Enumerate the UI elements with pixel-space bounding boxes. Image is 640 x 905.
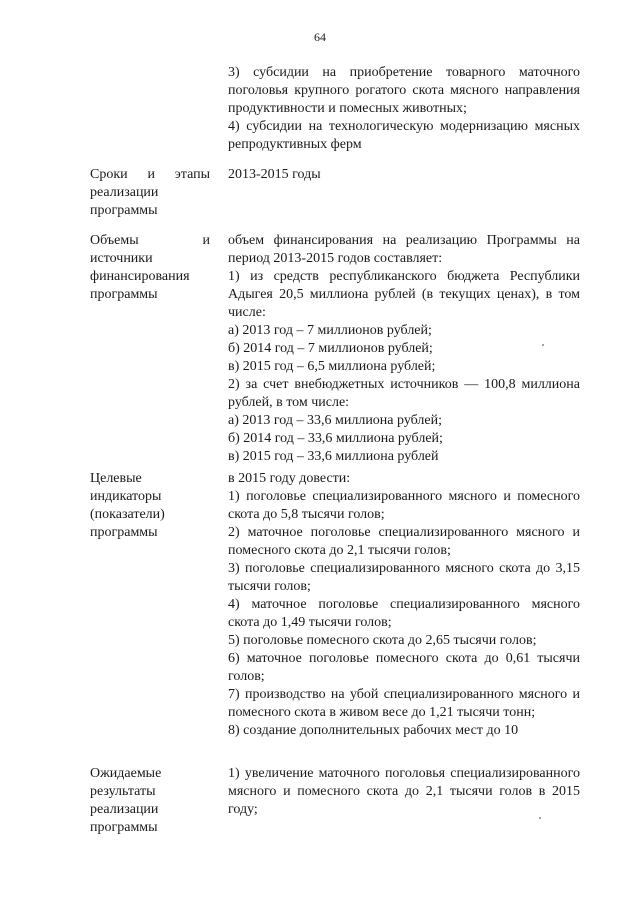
section-content bbox=[228, 765, 580, 819]
section-paragraph: 5) поголовье помесного скота до 2,65 тысячи голов; bbox=[228, 633, 537, 648]
intro-paragraph: 3) субсидии на приобретение товарного маточного поголовья крупного рогатого скота мясного направления продуктивности и помесных животных; bbox=[228, 65, 580, 116]
section-paragraph: 2) маточное поголовье специализированного мясного и помесного скота до 2,1 тысячи голов; bbox=[228, 525, 580, 558]
section-paragraph: 2013-2015 годы bbox=[228, 167, 321, 182]
section-paragraph: б) 2014 год – 7 миллионов рублей; bbox=[228, 341, 433, 356]
scan-speck bbox=[542, 344, 544, 346]
page-number: 64 bbox=[314, 30, 326, 44]
section-paragraph: 8) создание дополнительных рабочих мест до 10 bbox=[228, 723, 519, 738]
intro-block bbox=[228, 64, 580, 154]
section-paragraph: 3) поголовье специализированного мясного скота до 3,15 тысячи голов; bbox=[228, 561, 580, 594]
section-paragraph: 1) поголовье специализированного мясного и помесного скота до 5,8 тысячи голов; bbox=[228, 489, 580, 522]
section-paragraph: 4) маточное поголовье специализированного мясного скота до 1,49 тысячи голов; bbox=[228, 597, 580, 630]
section-content bbox=[228, 470, 580, 740]
section-paragraph: 1) из средств республиканского бюджета Республики Адыгея 20,5 миллиона рублей (в текущих ценах), в том числе: bbox=[228, 269, 580, 320]
section-paragraph: 7) производство на убой специализированного мясного и помесного скота в живом весе до 1,21 тысячи тонн; bbox=[228, 687, 580, 720]
intro-paragraph: 4) субсидии на технологическую модернизацию мясных репродуктивных ферм bbox=[228, 119, 580, 152]
section-content bbox=[228, 166, 580, 184]
section-paragraph: а) 2013 год – 33,6 миллиона рублей; bbox=[228, 413, 442, 428]
section-label: Ожидаемые результаты реализации программы bbox=[90, 766, 162, 835]
section-paragraph: в) 2015 год – 6,5 миллиона рублей; bbox=[228, 359, 436, 374]
section-paragraph: в) 2015 год – 33,6 миллиона рублей bbox=[228, 449, 439, 464]
section-paragraph: 1) увеличение маточного поголовья специализированного мясного и помесного скота до 2,1 тысячи голов в 2015 году; bbox=[228, 766, 580, 817]
section-paragraph: б) 2014 год – 33,6 миллиона рублей; bbox=[228, 431, 443, 446]
section-paragraph: 2) за счет внебюджетных источников — 100,8 миллиона рублей, в том числе: bbox=[228, 377, 580, 410]
section-label: Сроки и этапы реализации программы bbox=[90, 167, 210, 218]
section-paragraph: в 2015 году довести: bbox=[228, 471, 351, 486]
section-paragraph: объем финансирования на реализацию Программы на период 2013-2015 годов составляет: bbox=[228, 233, 580, 266]
section-label: Целевые индикаторы (показатели) программы bbox=[90, 471, 165, 540]
section-paragraph: а) 2013 год – 7 миллионов рублей; bbox=[228, 323, 432, 338]
section-paragraph: 6) маточное поголовье помесного скота до 0,61 тысячи голов; bbox=[228, 651, 580, 684]
scan-speck bbox=[539, 817, 541, 819]
section-content bbox=[228, 232, 580, 466]
section-label: Объемы и источники финансирования программы bbox=[90, 233, 210, 302]
